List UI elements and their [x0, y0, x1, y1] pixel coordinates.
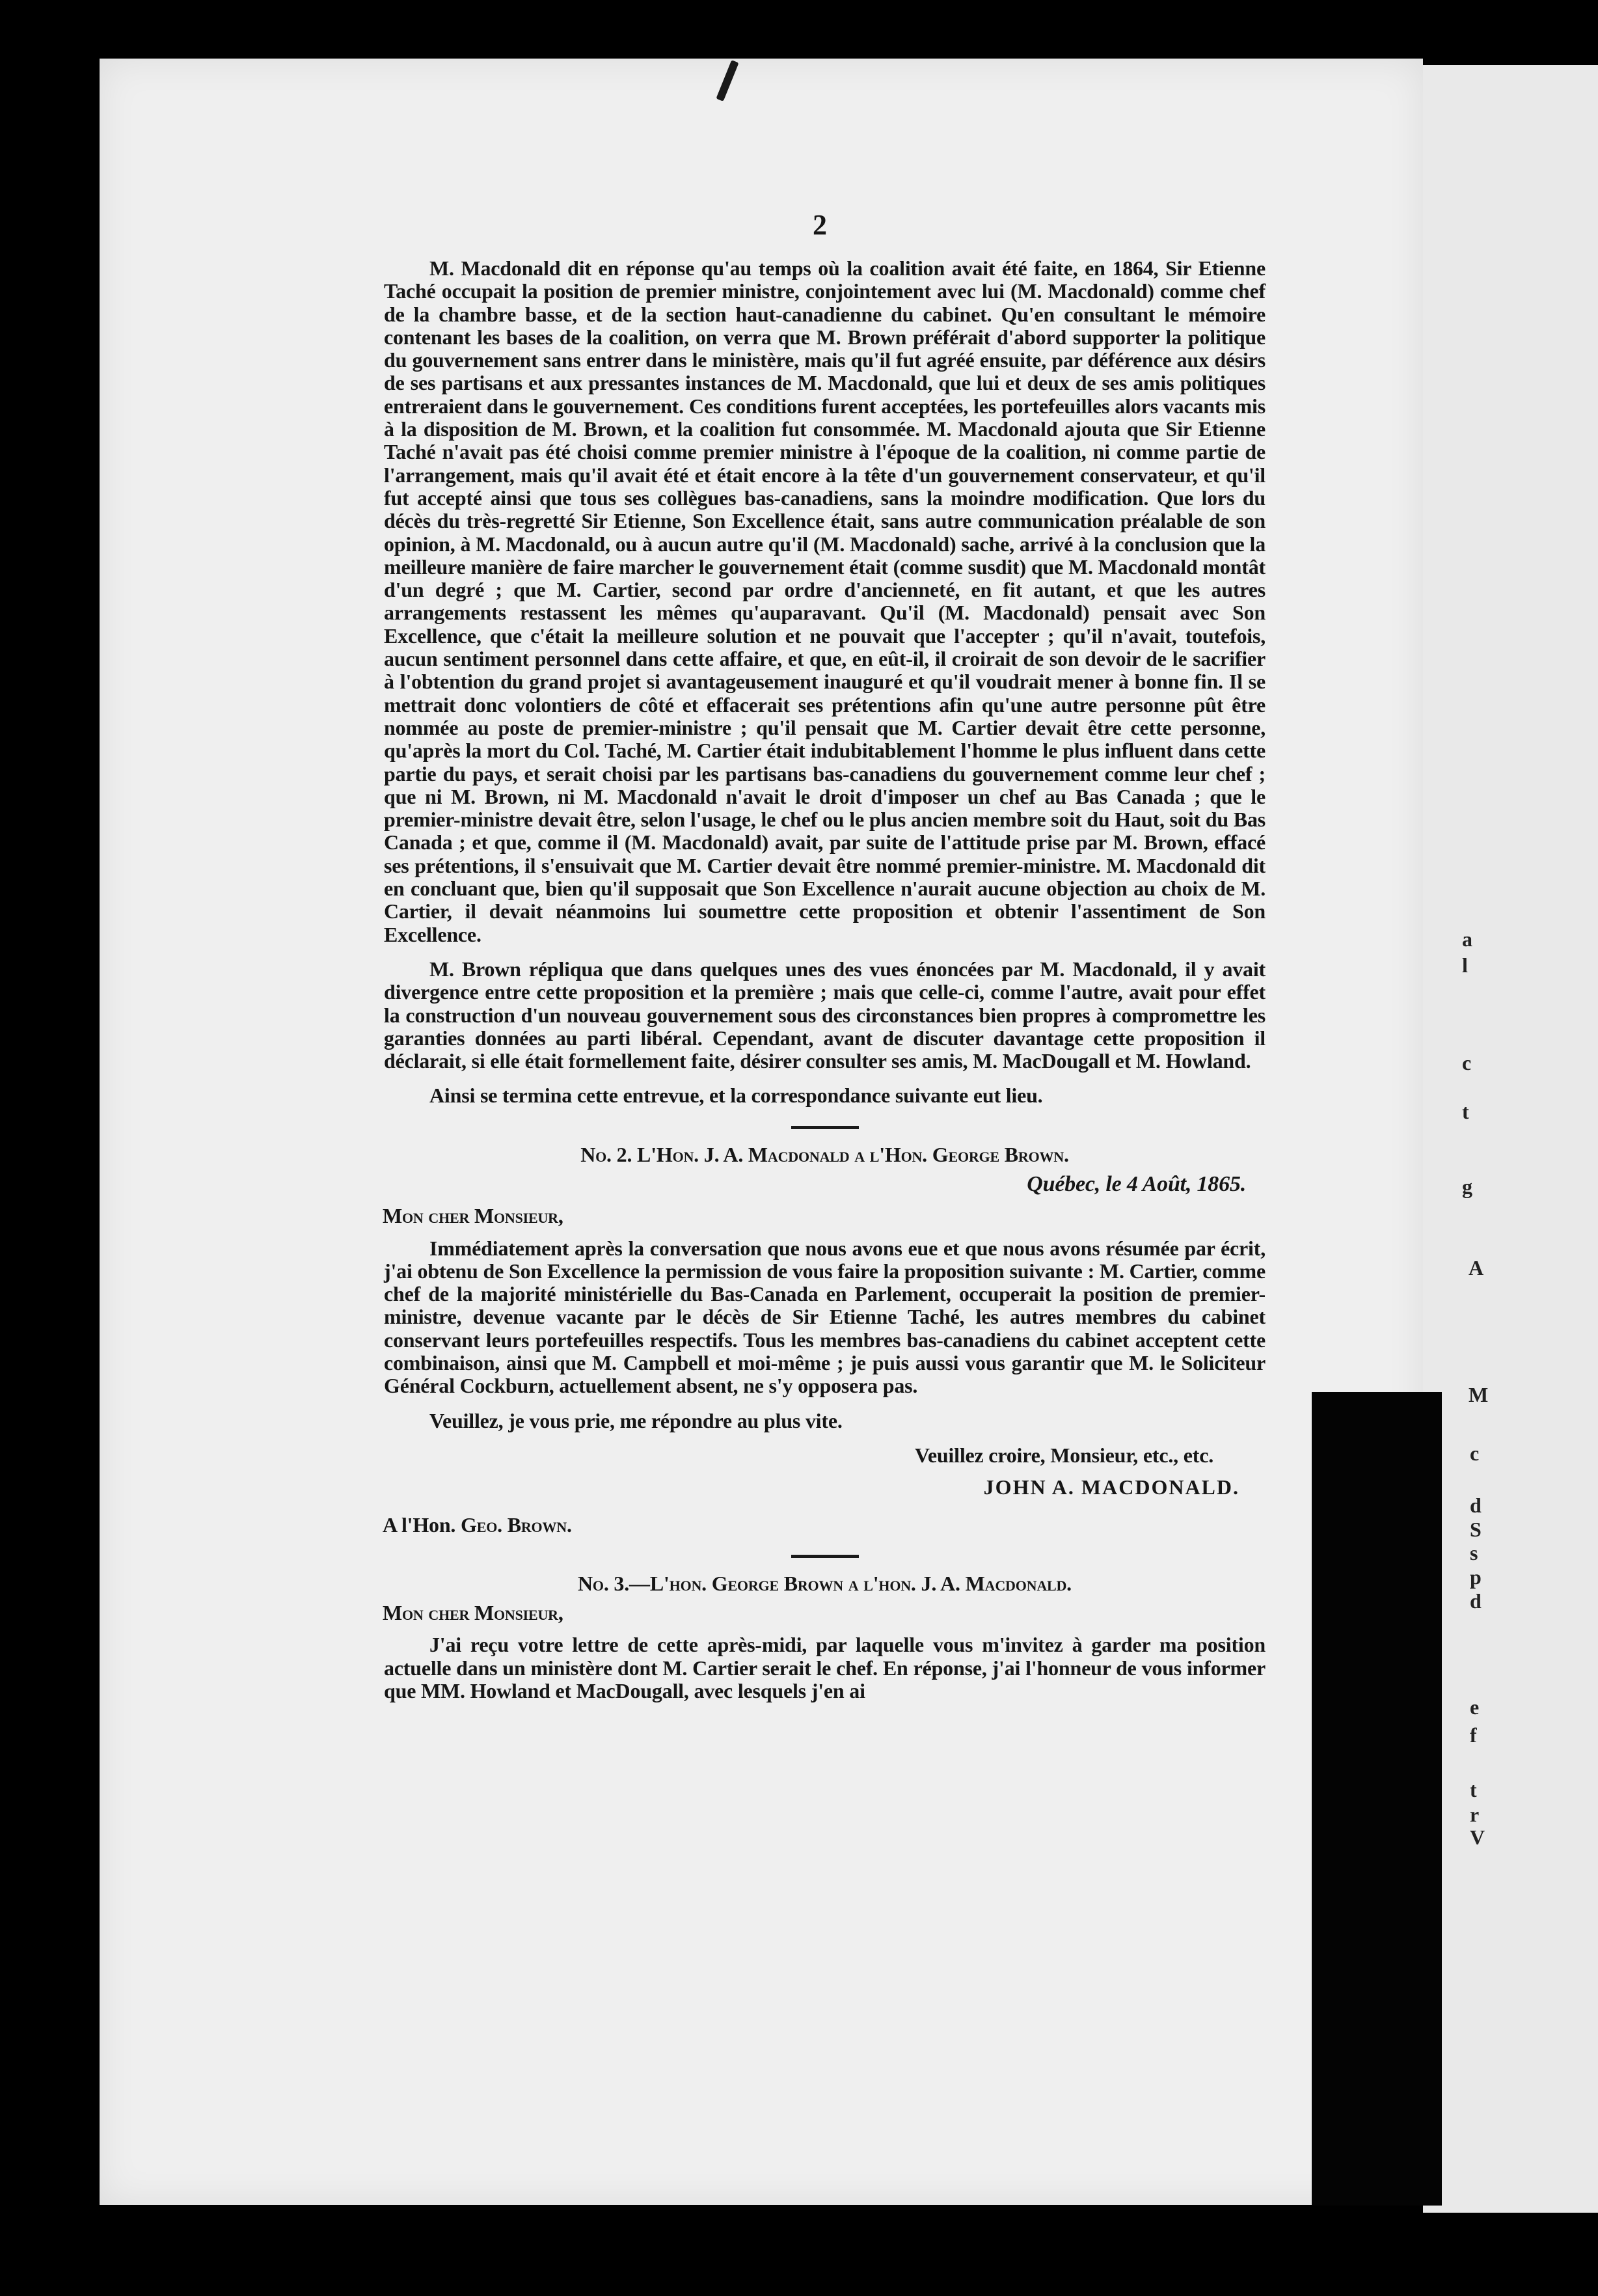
letter-request: Veuillez, je vous prie, me répondre au plus vite.: [429, 1408, 843, 1432]
adjacent-page-fragment: f: [1470, 1723, 1477, 1747]
section-separator: [791, 1126, 859, 1129]
letter-salutation: Mon cher Monsieur,: [383, 1204, 563, 1228]
adjacent-page-fragment: M: [1469, 1383, 1489, 1406]
letter-heading: No. 3.—L'hon. George Brown a l'hon. J. A. Macdonald.: [578, 1571, 1072, 1595]
adjacent-page-fragment: c: [1462, 1051, 1472, 1074]
adjacent-page-fragment: d: [1470, 1589, 1482, 1613]
adjacent-page-fragment: e: [1470, 1695, 1480, 1719]
adjacent-page-fragment: A: [1469, 1256, 1484, 1279]
document-body: [384, 257, 1266, 1714]
letter-dateline: Québec, le 4 Août, 1865.: [1027, 1171, 1246, 1196]
adjacent-page-fragment: t: [1462, 1100, 1469, 1123]
letter-closing: Veuillez croire, Monsieur, etc., etc.: [914, 1443, 1213, 1467]
letter-body: Immédiatement après la conversation que nous avons eue et que nous avons résumée par écrit, j'ai obtenu de Son Excellence la permission de vous faire la proposition suivante : M. Cartier, comme chef de la majorité ministérielle du Bas-Canada en Parlement, occuperait la position de premier-ministre, devenue vacante par le décès de Sir Etienne Taché, les autres membres du cabinet conservant leurs portefeuilles respectifs. Tous les membres bas-canadiens du cabinet acceptent cette combinaison, ainsi que M. Campbell et moi-même ; je puis aussi vous garantir que M. le Soliciteur Général Cockburn, actuellement absent, ne s'y opposera pas.: [384, 1236, 1266, 1398]
adjacent-page-fragment: r: [1470, 1803, 1480, 1826]
adjacent-page-fragment: t: [1470, 1778, 1477, 1801]
adjacent-page-fragment: a: [1462, 927, 1472, 951]
addressee-name: Geo. Brown.: [461, 1512, 572, 1537]
adjacent-page-fragment: g: [1462, 1175, 1472, 1198]
adjacent-page-fragment: V: [1470, 1825, 1485, 1849]
section-separator: [791, 1555, 859, 1558]
letter-signature: JOHN A. MACDONALD.: [983, 1475, 1239, 1499]
adjacent-page-fragment: p: [1470, 1565, 1482, 1589]
letter-heading: No. 2. L'Hon. J. A. Macdonald a l'Hon. George Brown.: [580, 1142, 1069, 1166]
letter-body: J'ai reçu votre lettre de cette après-midi, par laquelle vous m'invitez à garder ma position actuelle dans un ministère dont M. Cartier serait le chef. En réponse, j'ai l'honneur de vous informer que MM. Howland et MacDougall, avec lesquels j'en ai: [384, 1633, 1266, 1703]
scan-shadow: [1312, 1392, 1442, 2206]
adjacent-page-fragment: l: [1462, 953, 1468, 977]
addressee-prefix: A l'Hon.: [383, 1512, 456, 1537]
adjacent-page-fragment: s: [1470, 1541, 1478, 1565]
paragraph: M. Brown répliqua que dans quelques unes des vues énoncées par M. Macdonald, il y avait divergence entre cette proposition et la première ; mais que celle-ci, comme l'autre, avait pour effet la construction d'un nouveau gouvernement sous des circonstances bien propres à compromettre les garanties données au parti libéral. Cependant, avant de discuter davantage cette proposition il déclarait, si elle était formellement faite, désirer consulter ses amis, M. MacDougall et M. Howland.: [384, 957, 1266, 1073]
adjacent-page-fragment: S: [1470, 1518, 1482, 1541]
adjacent-page: [1423, 65, 1598, 2213]
letter-salutation: Mon cher Monsieur,: [383, 1601, 563, 1625]
letter-addressee: [383, 1514, 1266, 1537]
paragraph: M. Macdonald dit en réponse qu'au temps où la coalition avait été faite, en 1864, Sir Etienne Taché occupait la position de premier ministre, conjointement avec lui (M. Macdonald) comme chef de la chambre basse, et de la section haut-canadienne du cabinet. Qu'en consultant le mémoire contenant les bases de la coalition, on verra que M. Brown préférait d'abord supporter la politique du gouvernement sans entrer dans le ministère, mais qu'il fut agréé ensuite, par déférence aux désirs de ses partisans et aux pressantes instances de M. Macdonald, que lui et deux de ses amis politiques entreraient dans le gouvernement. Ces conditions furent acceptées, les portefeuilles alors vacants mis à la disposition de M. Brown, et la coalition fut consommée. M. Macdonald ajouta que Sir Etienne Taché n'avait pas été choisi comme premier ministre à l'époque de la coalition, ni comme partie de l'arrangement, mais qu'il avait été et était encore à la tête d'un gouvernement conservateur, et qu'il fut accepté ainsi que tous ses collègues bas-canadiens, sans la moindre modification. Que lors du décès du très-regretté Sir Etienne, Son Excellence était, sans autre communication préalable de son opinion, à M. Macdonald, ou à aucun autre qu'il (M. Macdonald) sache, arrivé à la conclusion que la meilleure manière de faire marcher le gouvernement était (comme susdit) que M. Macdonald montât d'un degré ; que M. Cartier, second par ordre d'ancienneté, en fit autant, et que les autres arrangements restassent les mêmes qu'auparavant. Qu'il (M. Macdonald) pensait avec Son Excellence, que c'était la meilleure solution et ne pouvait que l'accepter ; qu'il n'avait, toutefois, aucun sentiment personnel dans cette affaire, et que, en eût-il, il croirait de son devoir de le sacrifier à l'obtention du grand projet si avantageusement inauguré et qu'il voudrait mener à bonne fin. Il se mettrait donc volontiers de côté et effacerait ses prétentions afin qu'une autre personne pût être nommée au poste de premier-ministre ; qu'il pensait que M. Cartier devait être cette personne, qu'après la mort du Col. Taché, M. Cartier était indubitablement l'homme le plus influent dans cette partie du pays, et serait choisi par les partisans bas-canadiens du gouvernement comme leur chef ; que ni M. Brown, ni M. Macdonald n'avait le droit d'imposer un chef au Bas Canada ; que le premier-ministre devait être, selon l'usage, le chef ou le plus ancien membre soit du Haut, soit du Bas Canada ; et que, comme il (M. Macdonald) avait, par suite de l'attitude prise par M. Brown, effacé ses prétentions, il s'ensuivait que M. Cartier devait être nommé premier-ministre. M. Macdonald dit en concluant que, bien qu'il supposait que Son Excellence n'aurait aucune objection au choix de M. Cartier, il devait néanmoins lui soumettre cette proposition et obtenir l'assentiment de Son Excellence.: [384, 256, 1266, 946]
page-number: 2: [813, 209, 827, 241]
adjacent-page-fragment: d: [1470, 1494, 1482, 1517]
adjacent-page-fragment: c: [1470, 1442, 1480, 1465]
paragraph: Ainsi se termina cette entrevue, et la correspondance suivante eut lieu.: [429, 1084, 1043, 1108]
